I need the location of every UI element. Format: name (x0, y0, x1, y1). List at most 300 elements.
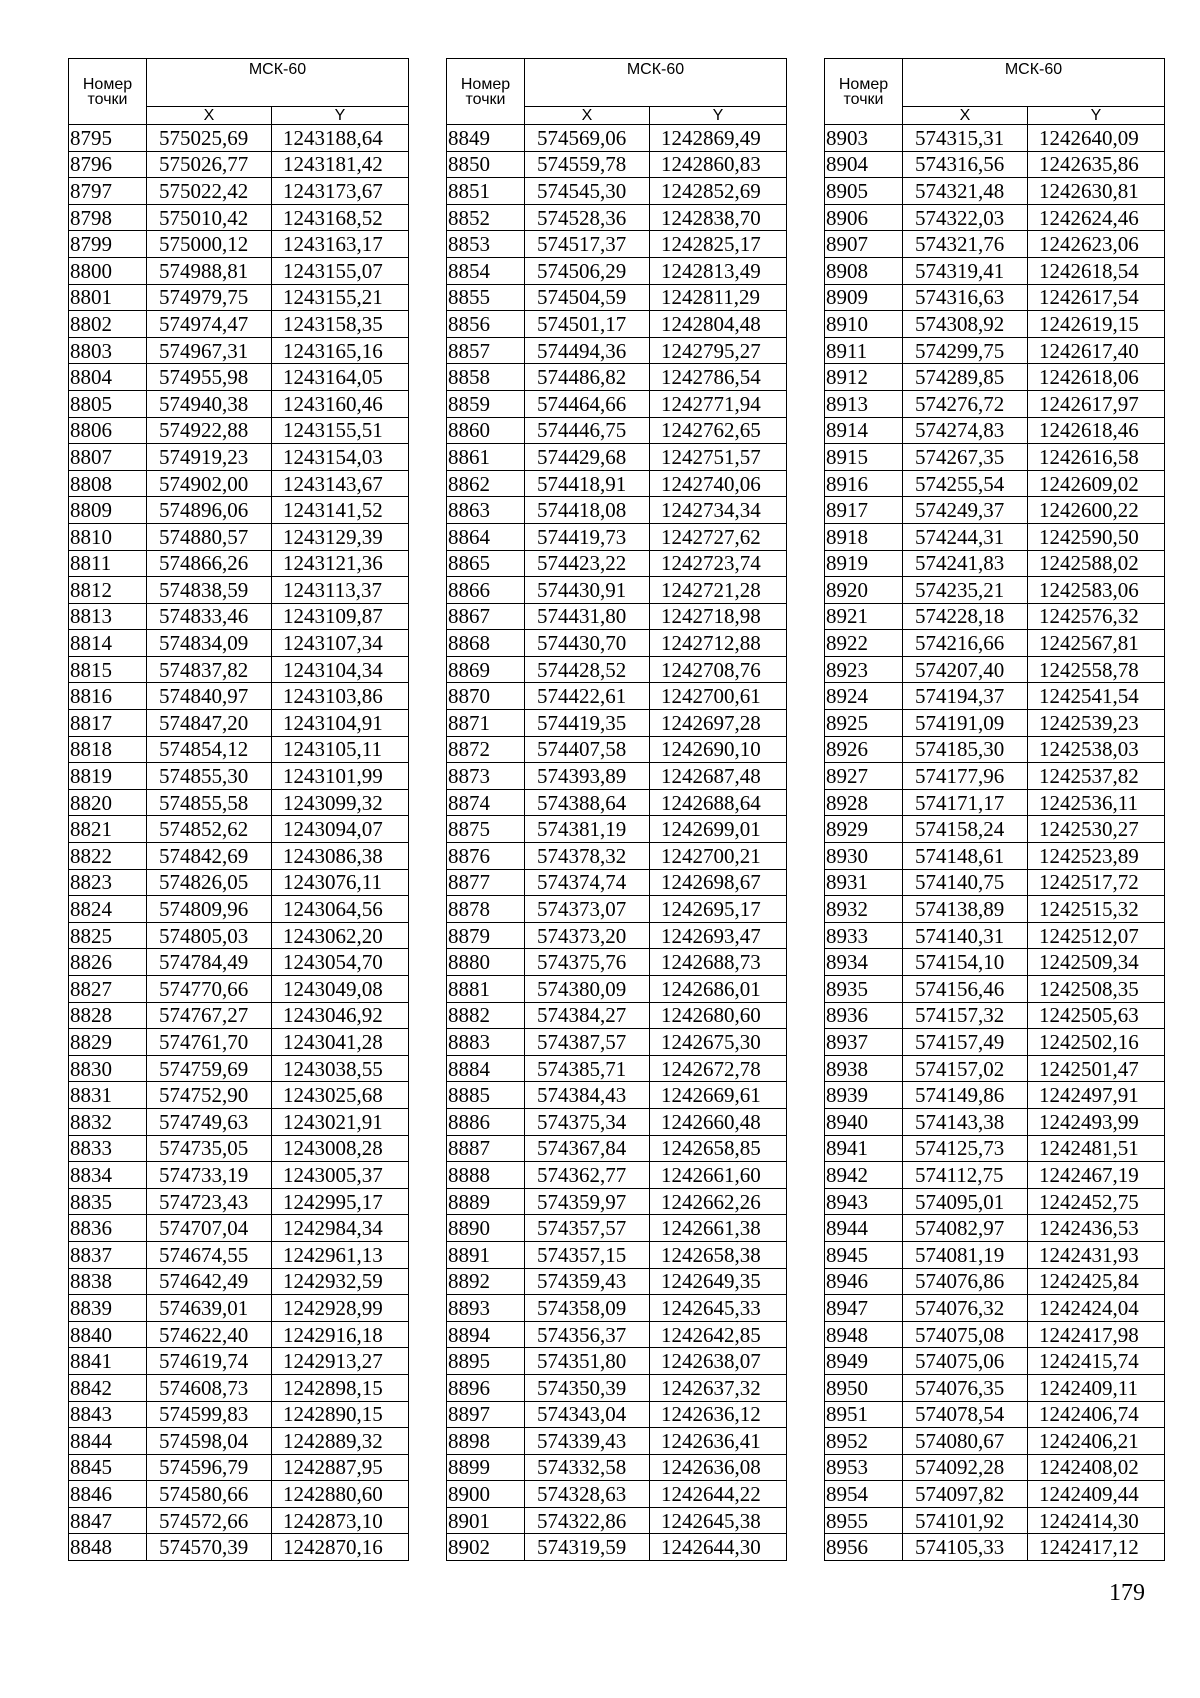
x-coordinate-cell: 574339,43 (525, 1428, 650, 1455)
y-coordinate-cell: 1242721,28 (650, 577, 787, 604)
table-row (825, 470, 1165, 497)
x-coordinate-cell: 574707,04 (147, 1215, 272, 1242)
point-number-cell: 8885 (447, 1082, 525, 1109)
table-row (69, 869, 409, 896)
point-number-cell: 8819 (69, 763, 147, 790)
x-coordinate-cell: 574826,05 (147, 869, 272, 896)
point-number-cell: 8884 (447, 1055, 525, 1082)
table-row (825, 523, 1165, 550)
y-coordinate-cell: 1243113,37 (272, 577, 409, 604)
table-row (825, 603, 1165, 630)
x-coordinate-cell: 574387,57 (525, 1029, 650, 1056)
x-coordinate-cell: 574194,37 (903, 683, 1028, 710)
point-number-cell: 8840 (69, 1321, 147, 1348)
point-number-cell: 8842 (69, 1374, 147, 1401)
point-number-cell: 8923 (825, 656, 903, 683)
x-coordinate-cell: 574097,82 (903, 1481, 1028, 1508)
table-row (69, 417, 409, 444)
x-coordinate-cell: 574919,23 (147, 444, 272, 471)
y-coordinate-cell: 1242644,22 (650, 1481, 787, 1508)
table-row (825, 497, 1165, 524)
point-number-cell: 8828 (69, 1002, 147, 1029)
point-number-cell: 8831 (69, 1082, 147, 1109)
y-coordinate-cell: 1243155,51 (272, 417, 409, 444)
table-row (447, 470, 787, 497)
table-row (825, 1162, 1165, 1189)
x-coordinate-cell: 574464,66 (525, 390, 650, 417)
y-coordinate-cell: 1242693,47 (650, 922, 787, 949)
x-coordinate-cell: 574321,76 (903, 231, 1028, 258)
point-number-cell: 8837 (69, 1241, 147, 1268)
y-coordinate-cell: 1242523,89 (1028, 843, 1165, 870)
y-coordinate-cell: 1242505,63 (1028, 1002, 1165, 1029)
x-coordinate-cell: 574809,96 (147, 896, 272, 923)
x-coordinate-cell: 574316,63 (903, 284, 1028, 311)
x-coordinate-cell: 574735,05 (147, 1135, 272, 1162)
y-coordinate-cell: 1242590,50 (1028, 523, 1165, 550)
x-coordinate-cell: 574838,59 (147, 577, 272, 604)
x-coordinate-cell: 574156,46 (903, 976, 1028, 1003)
y-coordinate-cell: 1243141,52 (272, 497, 409, 524)
x-coordinate-cell: 574430,70 (525, 630, 650, 657)
table-row (825, 417, 1165, 444)
y-coordinate-cell: 1242723,74 (650, 550, 787, 577)
table-row (825, 444, 1165, 471)
y-coordinate-cell: 1242825,17 (650, 231, 787, 258)
table-row (825, 1135, 1165, 1162)
x-coordinate-cell: 574429,68 (525, 444, 650, 471)
point-number-cell: 8836 (69, 1215, 147, 1242)
table-row (69, 843, 409, 870)
table-row (69, 523, 409, 550)
table-row (825, 1108, 1165, 1135)
table-row (447, 151, 787, 178)
point-number-cell: 8935 (825, 976, 903, 1003)
y-coordinate-cell: 1243154,03 (272, 444, 409, 471)
table-row (69, 337, 409, 364)
y-coordinate-cell: 1243025,68 (272, 1082, 409, 1109)
point-number-cell: 8890 (447, 1215, 525, 1242)
point-number-cell: 8869 (447, 656, 525, 683)
point-number-cell: 8949 (825, 1348, 903, 1375)
table-row (825, 1002, 1165, 1029)
x-coordinate-cell: 574171,17 (903, 789, 1028, 816)
x-coordinate-cell: 574384,27 (525, 1002, 650, 1029)
table-row (825, 231, 1165, 258)
point-number-cell: 8855 (447, 284, 525, 311)
point-number-cell: 8864 (447, 523, 525, 550)
y-coordinate-cell: 1242493,99 (1028, 1108, 1165, 1135)
table-body (69, 125, 409, 1561)
point-number-cell: 8906 (825, 204, 903, 231)
y-coordinate-cell: 1242645,38 (650, 1507, 787, 1534)
table-row (69, 1135, 409, 1162)
point-number-cell: 8931 (825, 869, 903, 896)
table-row (69, 789, 409, 816)
x-coordinate-cell: 574359,43 (525, 1268, 650, 1295)
point-number-cell: 8930 (825, 843, 903, 870)
x-coordinate-cell: 574082,97 (903, 1215, 1028, 1242)
x-coordinate-cell: 574216,66 (903, 630, 1028, 657)
table-row (447, 1162, 787, 1189)
y-coordinate-cell: 1242623,06 (1028, 231, 1165, 258)
x-coordinate-cell: 574158,24 (903, 816, 1028, 843)
table-row (447, 843, 787, 870)
y-coordinate-cell: 1242838,70 (650, 204, 787, 231)
point-number-cell: 8896 (447, 1374, 525, 1401)
header-x: X (903, 107, 1028, 125)
table-row (825, 257, 1165, 284)
x-coordinate-cell: 574356,37 (525, 1321, 650, 1348)
x-coordinate-cell: 574185,30 (903, 736, 1028, 763)
x-coordinate-cell: 574321,48 (903, 178, 1028, 205)
x-coordinate-cell: 574351,80 (525, 1348, 650, 1375)
table-row (825, 1401, 1165, 1428)
y-coordinate-cell: 1243181,42 (272, 151, 409, 178)
y-coordinate-cell: 1242501,47 (1028, 1055, 1165, 1082)
point-number-cell: 8865 (447, 550, 525, 577)
table-row (825, 1241, 1165, 1268)
y-coordinate-cell: 1242995,17 (272, 1188, 409, 1215)
x-coordinate-cell: 574075,08 (903, 1321, 1028, 1348)
point-number-cell: 8922 (825, 630, 903, 657)
point-number-cell: 8830 (69, 1055, 147, 1082)
point-number-cell: 8903 (825, 125, 903, 152)
x-coordinate-cell: 574759,69 (147, 1055, 272, 1082)
point-number-cell: 8827 (69, 976, 147, 1003)
x-coordinate-cell: 574244,31 (903, 523, 1028, 550)
table-row (69, 630, 409, 657)
x-coordinate-cell: 574228,18 (903, 603, 1028, 630)
table-row (825, 1481, 1165, 1508)
x-coordinate-cell: 574423,22 (525, 550, 650, 577)
point-number-cell: 8893 (447, 1295, 525, 1322)
header-x: X (525, 107, 650, 125)
point-number-cell: 8917 (825, 497, 903, 524)
y-coordinate-cell: 1243054,70 (272, 949, 409, 976)
table-row (447, 337, 787, 364)
table-row (447, 789, 787, 816)
y-coordinate-cell: 1242425,84 (1028, 1268, 1165, 1295)
point-number-cell: 8937 (825, 1029, 903, 1056)
point-number-cell: 8888 (447, 1162, 525, 1189)
table-row (69, 1321, 409, 1348)
point-number-cell: 8844 (69, 1428, 147, 1455)
point-number-cell: 8847 (69, 1507, 147, 1534)
point-number-cell: 8952 (825, 1428, 903, 1455)
y-coordinate-cell: 1243076,11 (272, 869, 409, 896)
y-coordinate-cell: 1242889,32 (272, 1428, 409, 1455)
x-coordinate-cell: 574316,56 (903, 151, 1028, 178)
y-coordinate-cell: 1242619,15 (1028, 311, 1165, 338)
point-number-cell: 8816 (69, 683, 147, 710)
x-coordinate-cell: 574343,04 (525, 1401, 650, 1428)
point-number-cell: 8875 (447, 816, 525, 843)
x-coordinate-cell: 574418,91 (525, 470, 650, 497)
point-number-cell: 8839 (69, 1295, 147, 1322)
table-row (447, 603, 787, 630)
point-number-cell: 8862 (447, 470, 525, 497)
x-coordinate-cell: 574140,75 (903, 869, 1028, 896)
table-row (447, 736, 787, 763)
point-number-cell: 8870 (447, 683, 525, 710)
x-coordinate-cell: 574359,97 (525, 1188, 650, 1215)
y-coordinate-cell: 1242708,76 (650, 656, 787, 683)
table-row (69, 204, 409, 231)
point-number-cell: 8843 (69, 1401, 147, 1428)
point-number-cell: 8941 (825, 1135, 903, 1162)
point-number-cell: 8832 (69, 1108, 147, 1135)
y-coordinate-cell: 1242452,75 (1028, 1188, 1165, 1215)
point-number-cell: 8944 (825, 1215, 903, 1242)
y-coordinate-cell: 1242436,53 (1028, 1215, 1165, 1242)
point-number-cell: 8822 (69, 843, 147, 870)
x-coordinate-cell: 575000,12 (147, 231, 272, 258)
point-number-cell: 8803 (69, 337, 147, 364)
x-coordinate-cell: 574598,04 (147, 1428, 272, 1455)
point-number-cell: 8849 (447, 125, 525, 152)
table-row (69, 550, 409, 577)
x-coordinate-cell: 575010,42 (147, 204, 272, 231)
table-row (69, 603, 409, 630)
x-coordinate-cell: 574896,06 (147, 497, 272, 524)
table-row (825, 1428, 1165, 1455)
point-number-cell: 8814 (69, 630, 147, 657)
y-coordinate-cell: 1242898,15 (272, 1374, 409, 1401)
table-row (69, 736, 409, 763)
point-number-cell: 8876 (447, 843, 525, 870)
point-number-cell: 8878 (447, 896, 525, 923)
point-number-cell: 8856 (447, 311, 525, 338)
point-number-cell: 8867 (447, 603, 525, 630)
y-coordinate-cell: 1242740,06 (650, 470, 787, 497)
table-row (447, 1401, 787, 1428)
point-number-cell: 8845 (69, 1454, 147, 1481)
y-coordinate-cell: 1242618,46 (1028, 417, 1165, 444)
x-coordinate-cell: 574112,75 (903, 1162, 1028, 1189)
x-coordinate-cell: 574422,61 (525, 683, 650, 710)
point-number-cell: 8939 (825, 1082, 903, 1109)
y-coordinate-cell: 1242811,29 (650, 284, 787, 311)
y-coordinate-cell: 1242675,30 (650, 1029, 787, 1056)
y-coordinate-cell: 1243094,07 (272, 816, 409, 843)
y-coordinate-cell: 1242509,34 (1028, 949, 1165, 976)
point-number-cell: 8797 (69, 178, 147, 205)
table-row (447, 390, 787, 417)
x-coordinate-cell: 574148,61 (903, 843, 1028, 870)
x-coordinate-cell: 574357,57 (525, 1215, 650, 1242)
x-coordinate-cell: 574267,35 (903, 444, 1028, 471)
table-row (825, 1454, 1165, 1481)
y-coordinate-cell: 1243107,34 (272, 630, 409, 657)
y-coordinate-cell: 1242660,48 (650, 1108, 787, 1135)
x-coordinate-cell: 574367,84 (525, 1135, 650, 1162)
table-body (825, 125, 1165, 1561)
x-coordinate-cell: 574381,19 (525, 816, 650, 843)
table-row (825, 550, 1165, 577)
point-number-cell: 8850 (447, 151, 525, 178)
y-coordinate-cell: 1242576,32 (1028, 603, 1165, 630)
point-number-cell: 8879 (447, 922, 525, 949)
y-coordinate-cell: 1242661,38 (650, 1215, 787, 1242)
y-coordinate-cell: 1242497,91 (1028, 1082, 1165, 1109)
table-row (825, 1321, 1165, 1348)
table-row (447, 1534, 787, 1561)
table-row (447, 1135, 787, 1162)
point-number-cell: 8859 (447, 390, 525, 417)
table-row (825, 656, 1165, 683)
coordinates-table-1 (68, 58, 409, 1561)
y-coordinate-cell: 1243188,64 (272, 125, 409, 152)
table-row (69, 1055, 409, 1082)
point-number-cell: 8954 (825, 1481, 903, 1508)
y-coordinate-cell: 1242712,88 (650, 630, 787, 657)
x-coordinate-cell: 574979,75 (147, 284, 272, 311)
y-coordinate-cell: 1242417,98 (1028, 1321, 1165, 1348)
table-row (447, 1428, 787, 1455)
table-row (69, 1374, 409, 1401)
y-coordinate-cell: 1242961,13 (272, 1241, 409, 1268)
table-row (447, 257, 787, 284)
table-row (447, 1241, 787, 1268)
point-number-cell: 8883 (447, 1029, 525, 1056)
y-coordinate-cell: 1242687,48 (650, 763, 787, 790)
table-row (447, 1002, 787, 1029)
x-coordinate-cell: 574388,64 (525, 789, 650, 816)
x-coordinate-cell: 574249,37 (903, 497, 1028, 524)
x-coordinate-cell: 574308,92 (903, 311, 1028, 338)
x-coordinate-cell: 574299,75 (903, 337, 1028, 364)
y-coordinate-cell: 1243086,38 (272, 843, 409, 870)
y-coordinate-cell: 1242617,40 (1028, 337, 1165, 364)
y-coordinate-cell: 1242813,49 (650, 257, 787, 284)
x-coordinate-cell: 574241,83 (903, 550, 1028, 577)
x-coordinate-cell: 574749,63 (147, 1108, 272, 1135)
y-coordinate-cell: 1242984,34 (272, 1215, 409, 1242)
point-number-cell: 8953 (825, 1454, 903, 1481)
y-coordinate-cell: 1242870,16 (272, 1534, 409, 1561)
x-coordinate-cell: 574157,02 (903, 1055, 1028, 1082)
x-coordinate-cell: 574076,86 (903, 1268, 1028, 1295)
table-row (69, 1454, 409, 1481)
table-row (69, 1268, 409, 1295)
point-number-cell: 8802 (69, 311, 147, 338)
point-number-cell: 8916 (825, 470, 903, 497)
x-coordinate-cell: 574154,10 (903, 949, 1028, 976)
table-row (69, 1188, 409, 1215)
table-row (825, 789, 1165, 816)
x-coordinate-cell: 574528,36 (525, 204, 650, 231)
y-coordinate-cell: 1243021,91 (272, 1108, 409, 1135)
x-coordinate-cell: 574847,20 (147, 710, 272, 737)
table-row (69, 1295, 409, 1322)
x-coordinate-cell: 574842,69 (147, 843, 272, 870)
table-row (447, 1481, 787, 1508)
y-coordinate-cell: 1242408,02 (1028, 1454, 1165, 1481)
point-number-cell: 8900 (447, 1481, 525, 1508)
y-coordinate-cell: 1243046,92 (272, 1002, 409, 1029)
x-coordinate-cell: 574619,74 (147, 1348, 272, 1375)
y-coordinate-cell: 1242645,33 (650, 1295, 787, 1322)
y-coordinate-cell: 1242649,35 (650, 1268, 787, 1295)
y-coordinate-cell: 1242688,73 (650, 949, 787, 976)
x-coordinate-cell: 574494,36 (525, 337, 650, 364)
x-coordinate-cell: 574770,66 (147, 976, 272, 1003)
y-coordinate-cell: 1243099,32 (272, 789, 409, 816)
point-number-cell: 8805 (69, 390, 147, 417)
table-row (447, 284, 787, 311)
x-coordinate-cell: 574157,32 (903, 1002, 1028, 1029)
table-row (69, 470, 409, 497)
point-number-cell: 8807 (69, 444, 147, 471)
x-coordinate-cell: 574378,32 (525, 843, 650, 870)
table-row (825, 736, 1165, 763)
x-coordinate-cell: 574852,62 (147, 816, 272, 843)
x-coordinate-cell: 574955,98 (147, 364, 272, 391)
y-coordinate-cell: 1243143,67 (272, 470, 409, 497)
y-coordinate-cell: 1242558,78 (1028, 656, 1165, 683)
point-number-cell: 8813 (69, 603, 147, 630)
point-number-cell: 8795 (69, 125, 147, 152)
point-number-cell: 8933 (825, 922, 903, 949)
x-coordinate-cell: 574143,38 (903, 1108, 1028, 1135)
point-number-cell: 8823 (69, 869, 147, 896)
y-coordinate-cell: 1242583,06 (1028, 577, 1165, 604)
x-coordinate-cell: 574362,77 (525, 1162, 650, 1189)
point-number-cell: 8881 (447, 976, 525, 1003)
y-coordinate-cell: 1242424,04 (1028, 1295, 1165, 1322)
y-coordinate-cell: 1242508,35 (1028, 976, 1165, 1003)
x-coordinate-cell: 574504,59 (525, 284, 650, 311)
table-row (69, 577, 409, 604)
y-coordinate-cell: 1243165,16 (272, 337, 409, 364)
x-coordinate-cell: 574559,78 (525, 151, 650, 178)
y-coordinate-cell: 1242734,34 (650, 497, 787, 524)
point-number-cell: 8926 (825, 736, 903, 763)
y-coordinate-cell: 1242869,49 (650, 125, 787, 152)
table-row (69, 257, 409, 284)
point-number-cell: 8914 (825, 417, 903, 444)
x-coordinate-cell: 574105,33 (903, 1534, 1028, 1561)
x-coordinate-cell: 574332,58 (525, 1454, 650, 1481)
point-number-cell: 8898 (447, 1428, 525, 1455)
y-coordinate-cell: 1242406,21 (1028, 1428, 1165, 1455)
table-row (825, 390, 1165, 417)
table-row (447, 125, 787, 152)
point-number-cell: 8820 (69, 789, 147, 816)
y-coordinate-cell: 1242699,01 (650, 816, 787, 843)
y-coordinate-cell: 1242617,97 (1028, 390, 1165, 417)
point-number-cell: 8920 (825, 577, 903, 604)
x-coordinate-cell: 574322,03 (903, 204, 1028, 231)
point-number-cell: 8841 (69, 1348, 147, 1375)
y-coordinate-cell: 1242618,54 (1028, 257, 1165, 284)
x-coordinate-cell: 574974,47 (147, 311, 272, 338)
y-coordinate-cell: 1243158,35 (272, 311, 409, 338)
x-coordinate-cell: 574855,58 (147, 789, 272, 816)
table-row (825, 1082, 1165, 1109)
x-coordinate-cell: 574622,40 (147, 1321, 272, 1348)
point-number-cell: 8913 (825, 390, 903, 417)
y-coordinate-cell: 1242887,95 (272, 1454, 409, 1481)
table-row (825, 1348, 1165, 1375)
table-row (69, 1162, 409, 1189)
x-coordinate-cell: 574125,73 (903, 1135, 1028, 1162)
point-number-cell: 8895 (447, 1348, 525, 1375)
point-number-cell: 8800 (69, 257, 147, 284)
point-number-cell: 8801 (69, 284, 147, 311)
y-coordinate-cell: 1242658,38 (650, 1241, 787, 1268)
